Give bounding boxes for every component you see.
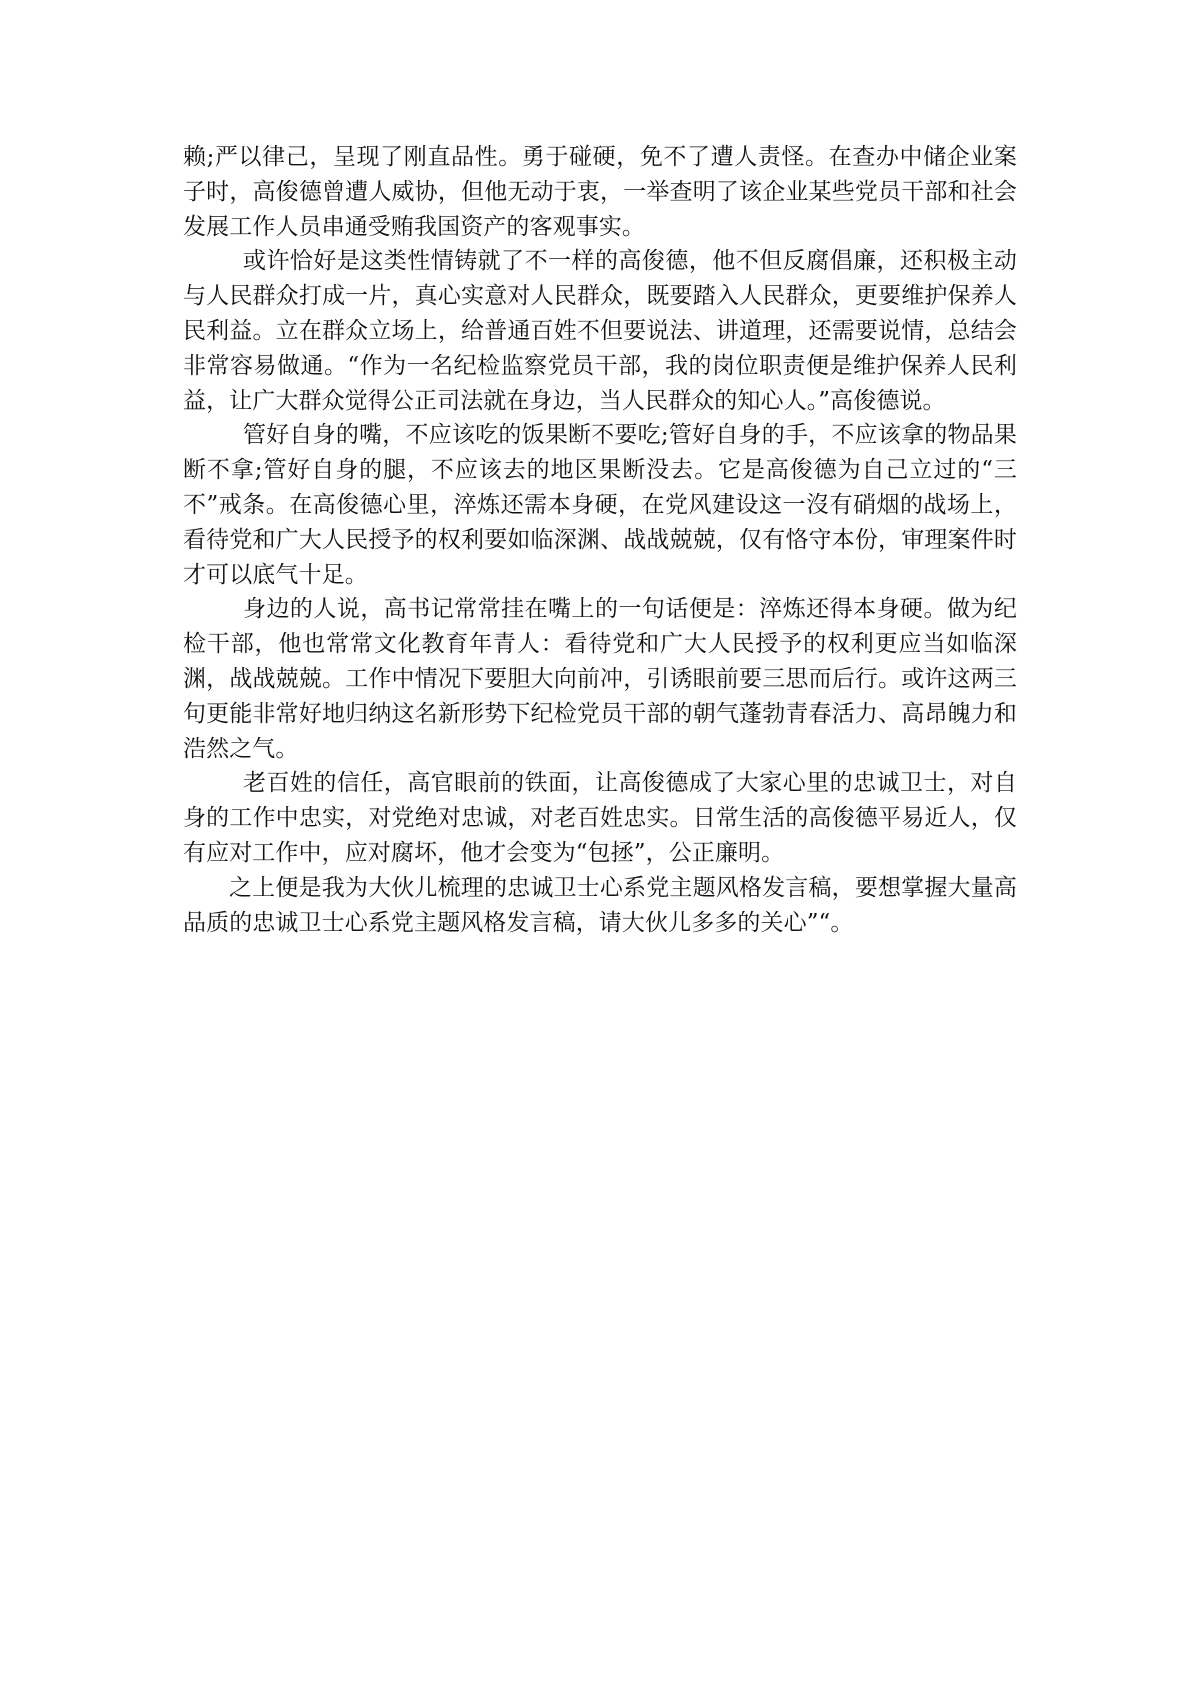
- paragraph-5: 老百姓的信任，高官眼前的铁面，让高俊德成了大家心里的忠诚卫士，对自身的工作中忠实，对党绝对忠诚，对老百姓忠实。日常生活的高俊德平易近人，仅有应对工作中，应对腐坏，他才会变为“包拯”，公正廉明。: [183, 770, 1017, 866]
- paragraph-4: 身边的人说，高书记常常挂在嘴上的一句话便是：淬炼还得本身硬。做为纪检干部，他也常常文化教育年青人：看待党和广大人民授予的权利更应当如临深渊，战战兢兢。工作中情况下要胆大向前冲，引诱眼前要三思而后行。或许这两三句更能非常好地归纳这名新形势下纪检党员干部的朝气蓬勃青春活力、高昂魄力和浩然之气。: [183, 596, 1017, 762]
- document-body: [183, 140, 1017, 940]
- paragraph-3: 管好自身的嘴，不应该吃的饭果断不要吃;管好自身的手，不应该拿的物品果断不拿;管好自身的腿，不应该去的地区果断没去。它是高俊德为自己立过的“三不”戒条。在高俊德心里，淬炼还需本身硬，在党风建设这一沒有硝烟的战场上，看待党和广大人民授予的权利要如临深渊、战战兢兢，仅有恪守本份，审理案件时才可以底气十足。: [183, 422, 1017, 588]
- paragraph-1: 赖;严以律己，呈现了刚直品性。勇于碰硬，免不了遭人责怪。在查办中储企业案子时，高俊德曾遭人威协，但他无动于衷，一举查明了该企业某些党员干部和社会发展工作人员串通受贿我国资产的客观事实。: [183, 144, 1017, 240]
- paragraph-6: 之上便是我为大伙儿梳理的忠诚卫士心系党主题风格发言稿，要想掌握大量高品质的忠诚卫士心系党主题风格发言稿，请大伙儿多多的关心”“。: [183, 874, 1017, 936]
- paragraph-2: 或许恰好是这类性情铸就了不一样的高俊德，他不但反腐倡廉，还积极主动与人民群众打成一片，真心实意对人民群众，既要踏入人民群众，更要维护保养人民利益。立在群众立场上，给普通百姓不但要说法、讲道理，还需要说情，总结会非常容易做通。“作为一名纪检监察党员干部，我的岗位职责便是维护保养人民利益，让广大群众觉得公正司法就在身边，当人民群众的知心人。”高俊德说。: [183, 248, 1017, 414]
